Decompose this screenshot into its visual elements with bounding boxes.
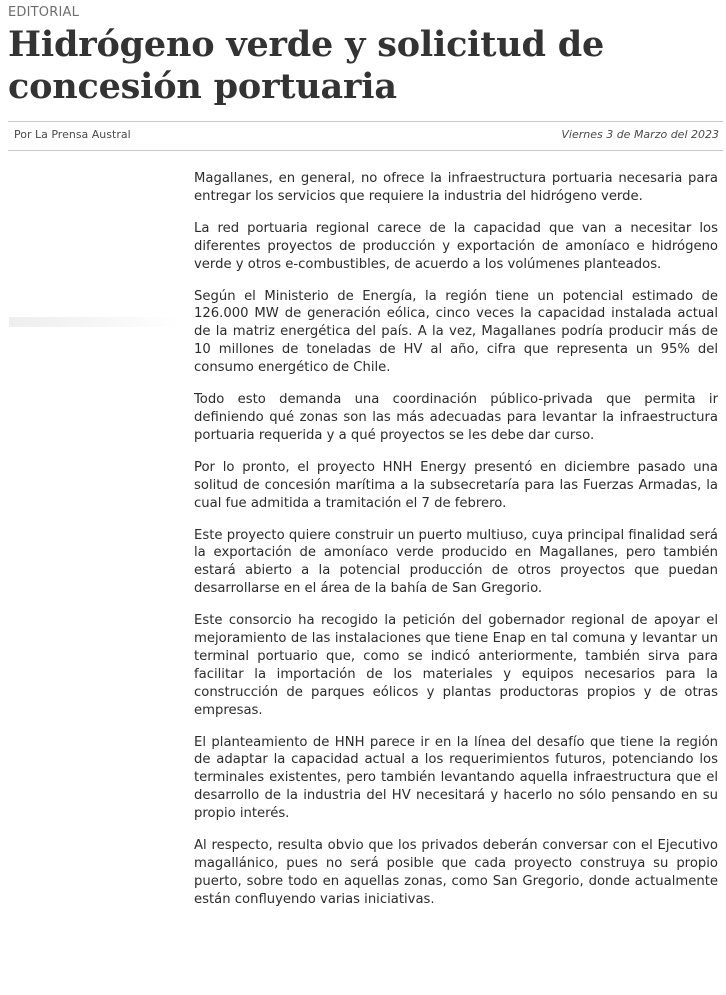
byline-bar (8, 121, 723, 151)
article-paragraph: Magallanes, en general, no ofrece la infraestructura portuaria necesaria para entregar los servicios que requiere la industria del hidrógeno verde. (194, 171, 718, 204)
article-paragraph: Según el Ministerio de Energía, la región tiene un potencial estimado de 126.000 MW de generación eólica, cinco veces la capacidad instalada actual de la matriz energética del país. A la vez, Magallanes podría producir más de 10 millones de toneladas de HV al año, cifra que representa un 95% del consumo energético de Chile. (194, 288, 718, 376)
article-paragraph: Este proyecto quiere construir un puerto multiuso, cuya principal finalidad será la exportación de amoníaco verde producido en Magallanes, pero también estará abierto a la potencial producción de otros proyectos que puedan desarrollarse en el área de la bahía de San Gregorio. (194, 527, 718, 597)
article-paragraph: Este consorcio ha recogido la petición del gobernador regional de apoyar el mejoramiento de las instalaciones que tiene Enap en tal comuna y levantar un terminal portuario que, como se indicó anteriormente, también sirva para facilitar la importación de los materiales y equipos necesarios para la construcción de parques eólicos y plantas productoras propios y de otras empresas. (194, 613, 718, 718)
section-label: EDITORIAL (8, 5, 80, 20)
publication-date: Viernes 3 de Marzo del 2023 (561, 128, 719, 141)
article-paragraph: El planteamiento de HNH parece ir en la línea del desafío que tiene la región de adaptar la capacidad actual a los requerimientos futuros, potenciando los terminales existentes, pero también levantando aquella infraestructura que el desarrollo de la industria del HV necesitará y hacerlo no sólo pensando en su propio interés. (194, 734, 718, 822)
article-paragraph: Al respecto, resulta obvio que los privados deberán conversar con el Ejecutivo magallánico, pues no será posible que cada proyecto construya su propio puerto, sobre todo en aquellas zonas, como San Gregorio, donde actualmente están confluyendo varias iniciativas. (194, 838, 718, 907)
article-title: Hidrógeno verde y solicitud de concesión portuaria (8, 24, 605, 107)
byline-author: Por La Prensa Austral (14, 128, 131, 141)
article-paragraph: Por lo pronto, el proyecto HNH Energy presentó en diciembre pasado una solitud de concesión marítima a la subsecretaría para las Fuerzas Armadas, la cual fue admitida a tramitación el 7 de febrero. (194, 459, 718, 511)
article-paragraph: La red portuaria regional carece de la capacidad que van a necesitar los diferentes proyectos de producción y exportación de amoníaco e hidrógeno verde y otros e-combustibles, de acuerdo a los volúmenes planteados. (194, 220, 718, 272)
article-body (194, 170, 718, 923)
sidebar-image-placeholder (9, 317, 179, 327)
article-paragraph: Todo esto demanda una coordinación público-privada que permita ir definiendo qué zonas son las más adecuadas para levantar la infraestructura portuaria requerida y a qué proyectos se les debe dar curso. (194, 392, 718, 443)
